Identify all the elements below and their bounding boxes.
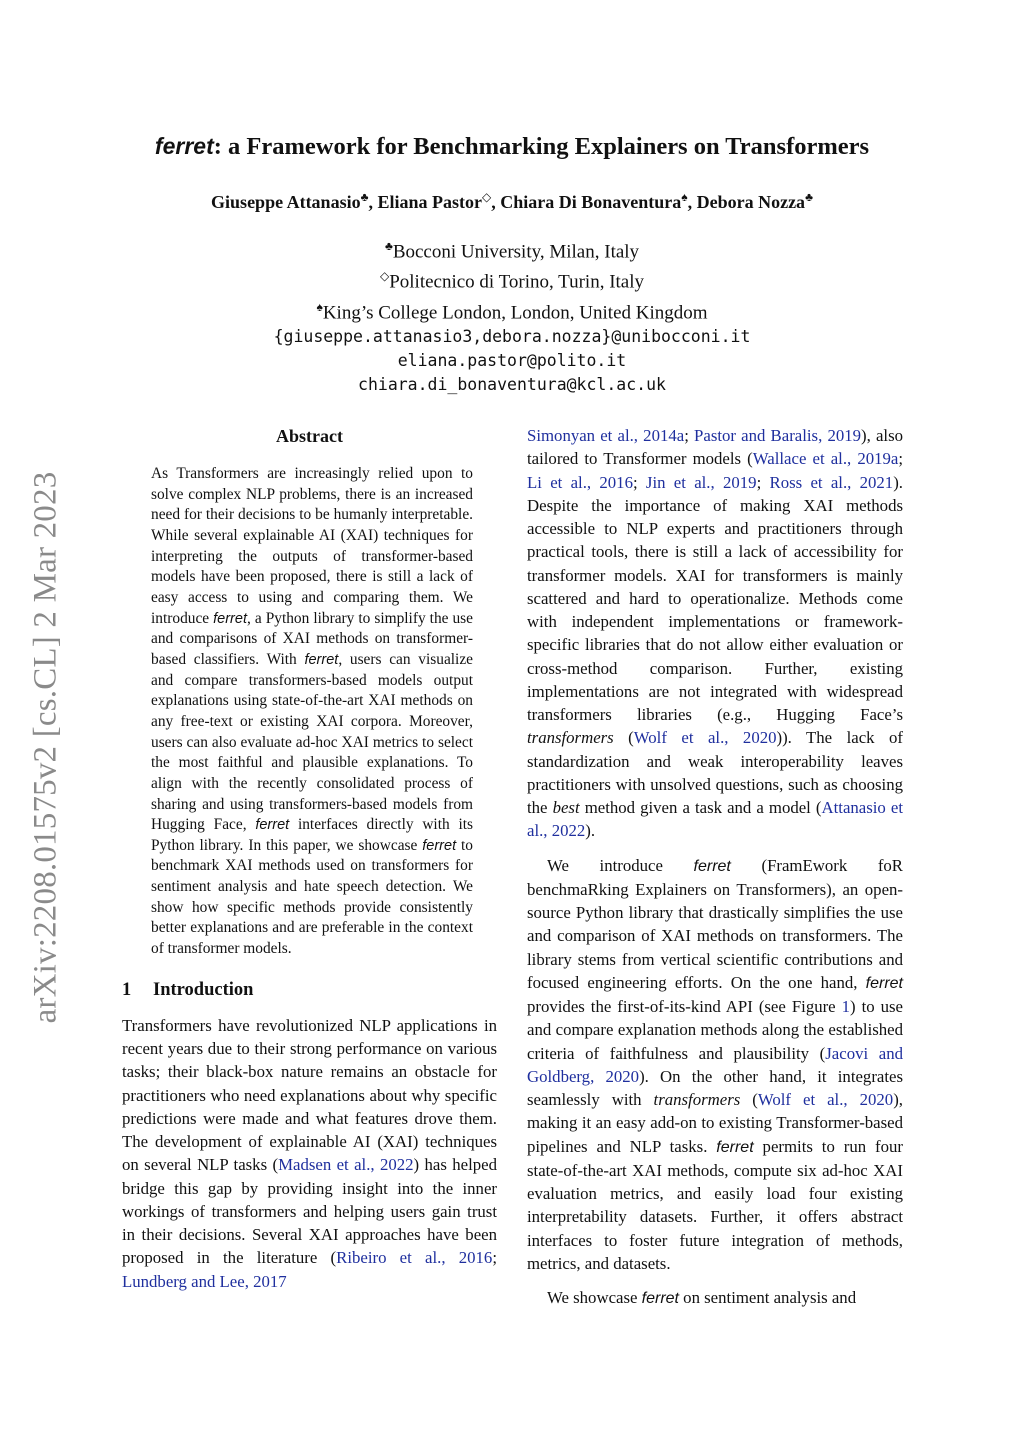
abstract-fragment: interfaces directly with its Python library. In this paper, we showcase [151,816,473,854]
text-fragment: (FramEwork foR benchmaRking Explainers on Transformers), an open-source Python library that drastically simplifies the use and comparison of XAI methods on transformers. The library stems from vertical scientific contributions and focused engineering efforts. On the one hand, [527,855,903,992]
affiliation-text: King’s College London, London, United Kingdom [322,301,708,323]
emphasis: transformers [527,728,614,748]
affiliation-mark: ♣ [360,190,369,204]
author-list: Giuseppe Attanasio♣, Eliana Pastor◇, Chiara Di Bonaventura♠, Debora Nozza♣ [211,190,813,212]
title-library-name: ferret [154,133,214,159]
affiliation-text: Bocconi University, Milan, Italy [392,241,640,263]
citation-link[interactable]: Wallace et al., 2019a [752,449,899,469]
emphasis: best [552,798,580,817]
library-name: ferret [716,1138,754,1156]
affiliation-line [120,295,904,325]
text-fragment: )). The lack of standardization and weak interoperability leaves practitioners with unsolved questions, such as choosing the [527,728,903,817]
emphasis: transformers [653,1090,741,1109]
abstract-text [151,464,473,960]
right-column [527,424,903,1310]
library-name: ferret [304,651,339,668]
text-fragment: ). Despite the importance of making XAI methods accessible to NLP experts and practitioners through practical tools, there is still a lack of accessibility for transformer models. XAI for transformers is mainly scattered and hard to operationalize. Methods come with independent implementations or framework-specific libraries that do not allow either evaluation or cross-method comparison. Further, existing implementations are not integrated with widespread transformers libraries (e.g., Hugging Face’s [527,472,903,724]
author-name: Debora Nozza [696,192,806,212]
text-fragment: permits to run four state-of-the-art XAI methods, compute six ad-hoc XAI evaluation metrics, and easily load four existing interpretability datasets. Further, it offers abstract interfaces to foster future integration of methods, metrics, and datasets. [527,1136,903,1273]
abstract-fragment: , a Python library to simplify the use and comparisons of XAI methods on transformer-based classifiers. With [151,609,473,668]
arxiv-identifier: arXiv:2208.01575v2 [cs.CL] 2 Mar 2023 [27,471,64,1024]
citation-link[interactable]: Attanasio et al., 2022 [527,798,903,841]
text-fragment: provides the first-of-its-kind API (see Figure [527,997,842,1016]
citation-link[interactable]: Ribeiro et al., 2016 [336,1248,493,1268]
citation-link[interactable]: Simonyan et al., 2014a [527,426,685,445]
affiliation-text: Politecnico di Torino, Turin, Italy [389,271,645,293]
section-title: Introduction [153,979,254,1000]
library-name: ferret [255,817,290,834]
abstract-fragment: As Transformers are increasingly relied upon to solve complex NLP problems, there is an increased need for their decisions to be humanly interpretable. While several explainable AI (XAI) techniques for interpreting the outputs of transformer-based models have been proposed, there is still a lack of easy access to using and comparing them. We introduce [151,465,473,627]
citation-link[interactable]: Lundberg and Lee, 2017 [122,1271,287,1291]
library-name: ferret [693,857,731,875]
section-heading-introduction [122,978,497,1002]
author-name: Chiara Di Bonaventura [500,192,682,212]
citation-link[interactable]: Wolf et al., 2020 [633,728,777,748]
library-name: ferret [865,974,903,992]
text-fragment: Transformers have revolutionized NLP applications in recent years due to their strong performance on various tasks; their black-box nature remains an obstacle for practitioners who need explanations about why specific predictions were made and what features drove them. The development of explainable AI (XAI) techniques on several NLP tasks ( [122,1015,497,1175]
citation-link[interactable]: Ross et al., 2021 [769,472,894,492]
affiliation-line [120,264,904,294]
text-fragment: ), making it an easy add-on to existing Transformer-based pipelines and NLP tasks. [527,1090,903,1156]
affiliation-mark: ◇ [379,269,390,284]
citation-link[interactable]: Wolf et al., 2020 [757,1090,894,1109]
author-name: Giuseppe Attanasio [211,192,361,212]
intro-paragraph-2: We introduce ferret (FramEwork foR benchmaRking Explainers on Transformers), an open-source Python library that drastically simplifies the use and comparison of XAI methods on transformers. The library stems from vertical scientific contributions and focused engineering efforts. On the one hand, ferret provides the first-of-its-kind API (see Figure 1) to use and compare explanation methods along the established criteria of faithfulness and plausibility (Jacovi and Goldberg, 2020). On the other hand, it integrates seamlessly with transformers (Wolf et al., 2020), making it an easy add-on to existing Transformer-based pipelines and NLP tasks. ferret permits to run four state-of-the-art XAI methods, compute six ad-hoc XAI evaluation metrics, and easily load four existing interpretability datasets. Further, it offers abstract interfaces to foster future integration of methods, metrics, and datasets. [527,855,904,1273]
citation-link[interactable]: Jacovi and Goldberg, 2020 [527,1043,903,1086]
affiliation-mark: ♠ [681,190,688,204]
text-fragment: We introduce [547,855,694,875]
intro-paragraph-3 [527,1286,903,1310]
affiliation-mark: ◇ [481,190,492,204]
text-fragment: ). On the other hand, it integrates seamlessly with [527,1066,904,1109]
citation-link[interactable]: Jin et al., 2019 [645,472,757,492]
left-column [122,424,497,1293]
title-text: : a Framework for Benchmarking Explainers on Transformers [213,133,870,160]
paper-title [120,130,904,163]
abstract-fragment: to benchmark XAI methods used on transformers for sentiment analysis and hate speech detection. We show how specific methods provide consistently better explanations and are preferable in the context of transformer models. [151,836,473,958]
affiliation-mark: ♣ [805,190,813,204]
text-fragment: ) has helped bridge this gap by providing insight into the inner workings of transformers and helping users gain trust in their decisions. Several XAI approaches have been proposed in the literature ( [122,1155,498,1268]
library-name: ferret [213,610,247,627]
text-fragment: ), also tailored to Transformer models ( [527,426,903,469]
text-fragment: ). [585,821,596,841]
text-fragment: on sentiment analysis and [678,1288,857,1307]
citation-link[interactable]: Li et al., 2016 [527,472,633,492]
text-fragment: method given a task and a model ( [579,798,822,817]
arxiv-margin-stamp [24,455,68,1040]
citation-link[interactable]: Pastor and Baralis, 2019 [694,426,862,445]
intro-paragraph-1-end: Simonyan et al., 2014a; Pastor and Baralis, 2019), also tailored to Transformer models (Wallace et al., 2019a; Li et al., 2016; Jin et al., 2019; Ross et al., 2021). Despite the importance of making XAI methods accessible to NLP experts and practitioners through practical tools, there is still a lack of accessibility for transformer models. XAI for transformers is mainly scattered and hard to operationalize. Methods come with independent implementations or framework-specific libraries that do not allow either evaluation or cross-method comparison. Further, existing implementations are not integrated with widespread transformers libraries (e.g., Hugging Face’s transformers (Wolf et al., 2020)). The lack of standardization and weak interoperability leaves practitioners with unsolved questions, such as choosing the best method given a task and a model (Attanasio et al., 2022). [527,426,904,841]
abstract-heading: Abstract [276,426,343,446]
text-fragment: We showcase [547,1288,642,1307]
affiliation-mark: ♠ [316,299,323,314]
affiliations-block [120,234,904,397]
email-line: chiara.di_bonaventura@kcl.ac.uk [358,374,666,394]
library-name: ferret [422,837,457,854]
text-fragment: ) to use and compare explanation methods along the established criteria of faithfulness and plausibility ( [527,997,903,1063]
library-name: ferret [641,1290,679,1307]
figure-link[interactable]: 1 [841,997,851,1016]
abstract-fragment: , users can visualize and compare transformers-based models output explanations using state-of-the-art XAI methods on any free-text or existing XAI corpora. Moreover, users can also evaluate ad-hoc XAI metrics to select the most faithful and plausible explanations. To align with the recently consolidated process of sharing and using transformers-based models from Hugging Face, [151,650,473,834]
email-line: {giuseppe.attanasio3,debora.nozza}@unibocconi.it [273,326,751,346]
citation-link[interactable]: Madsen et al., 2022 [278,1155,414,1175]
affiliation-mark: ♣ [384,239,393,253]
affiliation-line [120,234,904,264]
email-line: eliana.pastor@polito.it [397,350,627,370]
section-number: 1 [122,979,132,1000]
intro-paragraph-1-start: Transformers have revolutionized NLP applications in recent years due to their strong performance on various tasks; their black-box nature remains an obstacle for practitioners who need explanations about why specific predictions were made and what features drove them. The development of explainable AI (XAI) techniques on several NLP tasks (Madsen et al., 2022) has helped bridge this gap by providing insight into the inner workings of transformers and helping users gain trust in their decisions. Several XAI approaches have been proposed in the literature (Ribeiro et al., 2016; Lundberg and Lee, 2017 [122,1015,498,1291]
author-name: Eliana Pastor [377,192,482,212]
